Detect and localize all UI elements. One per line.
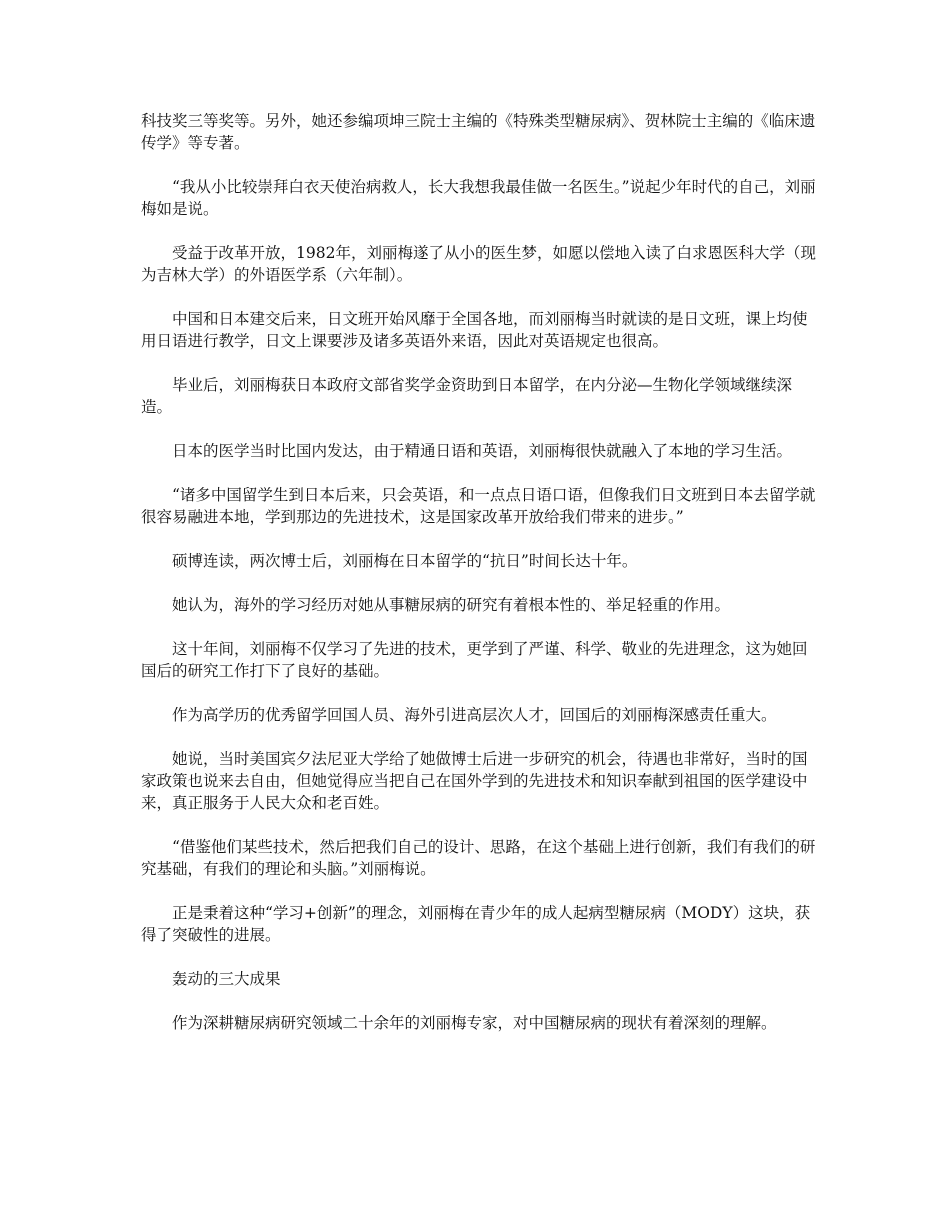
paragraph-2: “我从小比较崇拜白衣天使治病救人，长大我想我最佳做一名医生。”说起少年时代的自己，刘丽梅如是说。 (141, 178, 816, 218)
paragraph-6: 日本的医学当时比国内发达，由于精通日语和英语，刘丽梅很快就融入了本地的学习生活。 (172, 442, 793, 460)
article-body (141, 110, 821, 1056)
paragraph-10: 这十年间，刘丽梅不仅学习了先进的技术，更学到了严谨、科学、敬业的先进理念，这为她回国后的研究工作打下了良好的基础。 (141, 640, 808, 680)
paragraph-15: 作为深耕糖尿病研究领域二十余年的刘丽梅专家，对中国糖尿病的现状有着深刻的理解。 (172, 1014, 777, 1032)
paragraph-7: “诸多中国留学生到日本后来，只会英语，和一点点日语口语，但像我们日文班到日本去留学就很容易融进本地，学到那边的先进技术，这是国家改革开放给我们带来的进步。” (141, 486, 816, 526)
paragraph-8: 硕博连读，两次博士后，刘丽梅在日本留学的“抗日”时间长达十年。 (172, 552, 638, 570)
paragraph-3: 受益于改革开放，1982年，刘丽梅遂了从小的医生梦，如愿以偿地入读了白求恩医科大学（现为吉林大学）的外语医学系（六年制）。 (141, 244, 816, 284)
paragraph-14: 正是秉着这种“学习+创新”的理念，刘丽梅在青少年的成人起病型糖尿病（MODY）这块，获得了突破性的进展。 (141, 904, 811, 944)
paragraph-9: 她认为，海外的学习经历对她从事糖尿病的研究有着根本性的、举足轻重的作用。 (172, 596, 731, 614)
section-heading: 轰动的三大成果 (172, 970, 281, 988)
paragraph-5: 毕业后，刘丽梅获日本政府文部省奖学金资助到日本留学，在内分泌—生物化学领域继续深造。 (141, 376, 793, 416)
paragraph-4: 中国和日本建交后来，日文班开始风靡于全国各地，而刘丽梅当时就读的是日文班，课上均使用日语进行教学，日文上课要涉及诸多英语外来语，因此对英语规定也很高。 (141, 310, 808, 350)
paragraph-11: 作为高学历的优秀留学回国人员、海外引进高层次人才，回国后的刘丽梅深感责任重大。 (172, 706, 777, 724)
paragraph-13: “借鉴他们某些技术，然后把我们自己的设计、思路，在这个基础上进行创新，我们有我们的研究基础，有我们的理论和头脑。”刘丽梅说。 (141, 838, 816, 878)
paragraph-12: 她说，当时美国宾夕法尼亚大学给了她做博士后进一步研究的机会，待遇也非常好，当时的国家政策也说来去自由，但她觉得应当把自己在国外学到的先进技术和知识奉献到祖国的医学建设中来，真正服务于人民大众和老百姓。 (141, 750, 808, 812)
paragraph-1: 科技奖三等奖等。另外，她还参编项坤三院士主编的《特殊类型糖尿病》、贺林院士主编的《临床遗传学》等专著。 (141, 112, 816, 152)
